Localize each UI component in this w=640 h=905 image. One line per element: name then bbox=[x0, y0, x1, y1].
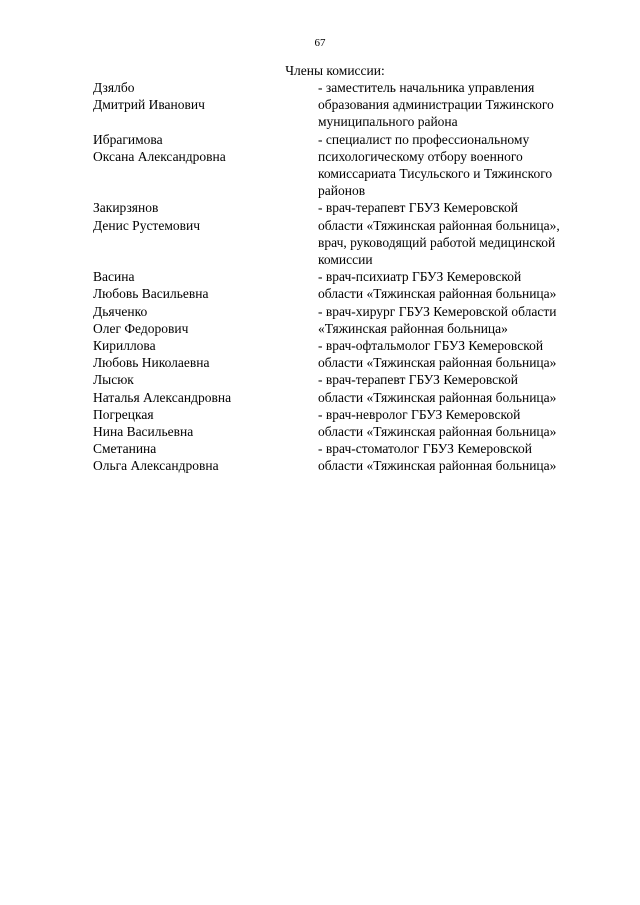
member-role: - заместитель начальника управления образования администрации Тяжинского муниципального района bbox=[318, 80, 554, 130]
member-role: - врач-терапевт ГБУЗ Кемеровской области «Тяжинская районная больница», врач, руководящий работой медицинской комиссии bbox=[318, 200, 560, 268]
member-name bbox=[93, 131, 318, 200]
member-surname: Закирзянов bbox=[93, 200, 159, 216]
member-name bbox=[93, 79, 318, 131]
member-name bbox=[93, 199, 318, 268]
member-row bbox=[93, 131, 603, 200]
member-surname: Дзялбо bbox=[93, 80, 135, 95]
member-row bbox=[93, 199, 603, 268]
member-given-names: Любовь Васильевна bbox=[93, 286, 209, 302]
member-role: - врач-стоматолог ГБУЗ Кемеровской области «Тяжинская районная больница» bbox=[318, 441, 557, 474]
member-row bbox=[93, 406, 603, 440]
member-surname: Погрецкая bbox=[93, 406, 154, 422]
member-given-names: Наталья Александровна bbox=[93, 389, 232, 405]
member-name bbox=[93, 268, 318, 302]
member-surname: Лысюк bbox=[93, 372, 134, 388]
member-given-names: Нина Васильевна bbox=[93, 424, 194, 440]
member-given-names: Олег Федорович bbox=[93, 320, 189, 336]
member-role: - врач-психиатр ГБУЗ Кемеровской области «Тяжинская районная больница» bbox=[318, 269, 557, 302]
member-surname: Сметанина bbox=[93, 441, 157, 457]
member-given-names: Любовь Николаевна bbox=[93, 355, 210, 371]
member-given-names: Ольга Александровна bbox=[93, 458, 219, 474]
member-row bbox=[93, 303, 603, 337]
member-given-names: Оксана Александровна bbox=[93, 148, 226, 164]
page-number: 67 bbox=[314, 37, 326, 49]
member-row bbox=[93, 79, 603, 131]
member-row bbox=[93, 371, 603, 405]
member-surname: Ибрагимова bbox=[93, 131, 163, 147]
member-name bbox=[93, 303, 318, 337]
members-list bbox=[93, 79, 603, 475]
member-surname: Васина bbox=[93, 269, 135, 285]
member-role: - врач-невролог ГБУЗ Кемеровской области «Тяжинская районная больница» bbox=[318, 406, 557, 440]
member-surname: Дьяченко bbox=[93, 303, 148, 319]
member-name bbox=[93, 406, 318, 440]
member-surname: Кириллова bbox=[93, 338, 156, 354]
member-name bbox=[93, 371, 318, 405]
member-name bbox=[93, 337, 318, 371]
member-role: - врач-хирург ГБУЗ Кемеровской области «Тяжинская районная больница» bbox=[318, 303, 557, 336]
section-title: Члены комиссии: bbox=[285, 63, 385, 78]
member-role: - врач-терапевт ГБУЗ Кемеровской области «Тяжинская районная больница» bbox=[318, 372, 557, 405]
member-given-names: Дмитрий Иванович bbox=[93, 97, 205, 113]
member-role: - специалист по профессиональному психологическому отбору военного комиссариата Тисульского и Тяжинского районов bbox=[318, 131, 553, 199]
member-given-names: Денис Рустемович bbox=[93, 217, 201, 233]
member-name bbox=[93, 440, 318, 474]
member-role: - врач-офтальмолог ГБУЗ Кемеровской области «Тяжинская районная больница» bbox=[318, 338, 557, 371]
member-row bbox=[93, 440, 603, 474]
member-row bbox=[93, 268, 603, 302]
member-row bbox=[93, 337, 603, 371]
